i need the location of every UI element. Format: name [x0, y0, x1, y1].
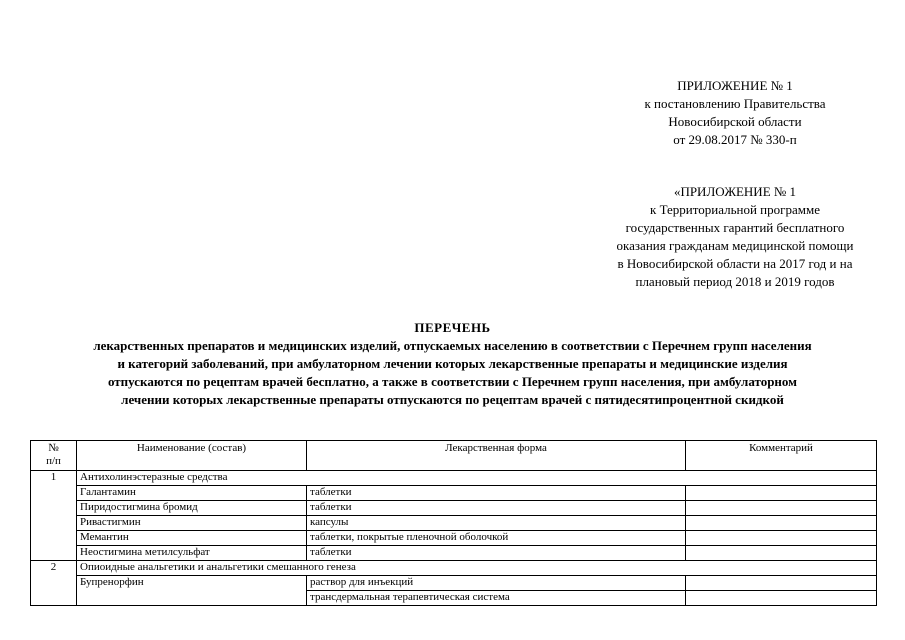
table-row: [31, 576, 877, 591]
drug-name: Бупренорфин: [77, 576, 307, 606]
drug-name: Галантамин: [77, 486, 307, 501]
appendix-2-block: [560, 183, 905, 291]
drug-form: капсулы: [307, 516, 686, 531]
drug-name: Ривастигмин: [77, 516, 307, 531]
table-row: [31, 531, 877, 546]
drug-comment: [686, 516, 877, 531]
appendix-2-line: «ПРИЛОЖЕНИЕ № 1: [673, 184, 797, 199]
document-subtitle-line: лекарственных препаратов и медицинских изделий, отпускаемых населению в соответствии с Перечнем групп населения: [93, 338, 812, 353]
medication-table: [30, 440, 877, 606]
drug-form: раствор для инъекций: [307, 576, 686, 591]
group-number: 1: [31, 471, 77, 561]
appendix-1-line: ПРИЛОЖЕНИЕ № 1: [677, 78, 793, 93]
table-row: [31, 486, 877, 501]
drug-comment: [686, 531, 877, 546]
document-subtitle-line: лечении которых лекарственные препараты отпускаются по рецептам врачей с пятидесятипроцентной скидкой: [121, 392, 784, 407]
document-title: ПЕРЕЧЕНЬ: [414, 320, 491, 335]
table-row: [31, 516, 877, 531]
header-num-line1: №: [48, 442, 59, 454]
appendix-1-block: [560, 77, 905, 149]
drug-comment: [686, 501, 877, 516]
drug-form: трансдермальная терапевтическая система: [307, 591, 686, 606]
table-header-row: [31, 441, 877, 471]
drug-comment: [686, 546, 877, 561]
drug-form: таблетки: [307, 486, 686, 501]
drug-name: Мемантин: [77, 531, 307, 546]
header-num: [31, 441, 77, 471]
appendix-1-line: от 29.08.2017 № 330-п: [673, 132, 797, 147]
header-name: Наименование (состав): [77, 441, 307, 471]
drug-form: таблетки: [307, 546, 686, 561]
table-group-row: [31, 561, 877, 576]
group-number: 2: [31, 561, 77, 606]
drug-form: таблетки: [307, 501, 686, 516]
header-form: Лекарственная форма: [307, 441, 686, 471]
appendix-2-line: государственных гарантий бесплатного: [625, 220, 845, 235]
appendix-2-line: оказания гражданам медицинской помощи: [616, 238, 854, 253]
document-subtitle-line: отпускаются по рецептам врачей бесплатно, а также в соответствии с Перечнем групп населения, при амбулаторном: [107, 374, 798, 389]
drug-name: Неостигмина метилсульфат: [77, 546, 307, 561]
appendix-2-line: в Новосибирской области на 2017 год и на: [617, 256, 853, 271]
drug-name: Пиридостигмина бромид: [77, 501, 307, 516]
table-group-row: [31, 471, 877, 486]
appendix-1-line: Новосибирской области: [668, 114, 802, 129]
header-num-line2: п/п: [46, 455, 61, 467]
document-subtitle-line: и категорий заболеваний, при амбулаторном лечении которых лекарственные препараты и медицинские изделия: [117, 356, 788, 371]
drug-form: таблетки, покрытые пленочной оболочкой: [307, 531, 686, 546]
group-title: Опиоидные анальгетики и анальгетики смешанного генеза: [77, 561, 877, 576]
drug-comment: [686, 591, 877, 606]
appendix-1-line: к постановлению Правительства: [644, 96, 826, 111]
appendix-2-line: к Территориальной программе: [650, 202, 820, 217]
header-comment: Комментарий: [686, 441, 877, 471]
group-title: Антихолинэстеразные средства: [77, 471, 877, 486]
drug-comment: [686, 576, 877, 591]
document-heading: [0, 319, 905, 409]
appendix-2-line: плановый период 2018 и 2019 годов: [635, 274, 835, 289]
table-row: [31, 546, 877, 561]
drug-comment: [686, 486, 877, 501]
table-row: [31, 501, 877, 516]
